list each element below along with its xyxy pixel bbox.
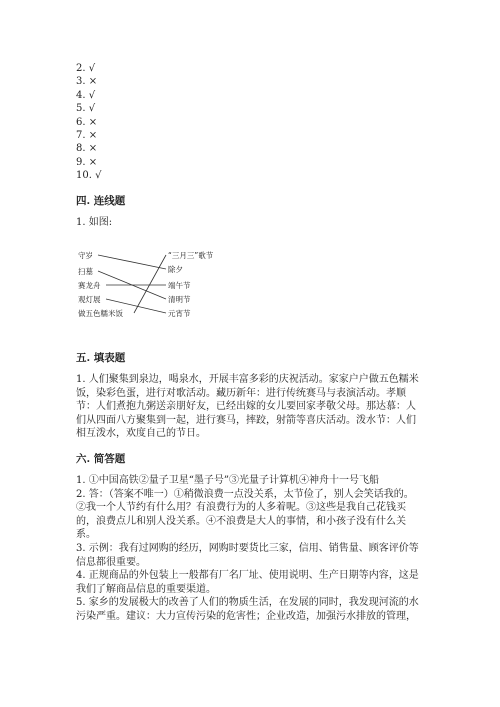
text-line: 们从四面八方聚集到一起，进行赛马，摔跤，射箭等喜庆活动。泼水节：人们 (76, 414, 416, 426)
left-term: 守岁 (78, 251, 93, 260)
text-line: 我们了解商品信息的重要渠道。 (76, 583, 216, 595)
answer-item: 7. × (76, 130, 98, 142)
right-term: 除夕 (168, 265, 183, 274)
matching-diagram (76, 244, 256, 324)
section-title-matching: 四. 连线题 (76, 195, 126, 207)
answer-item: 9. × (76, 156, 98, 168)
text-line: 4. 正规商品的外包装上一般都有厂名厂址、使用说明、生产日期等内容，这是 (76, 570, 419, 582)
text-line: 3. 示例：我有过网购的经历，网购时要货比三家，信用、销售量、顾客评价等 (76, 542, 419, 554)
text-line: 污染严重。建议：大力宣传污染的危害性；企业改造，加强污水排放的管理， (76, 610, 416, 622)
matching-item-label: 1. 如图: (76, 217, 113, 228)
left-term: 观灯展 (78, 295, 101, 304)
fill-table-answer (76, 373, 426, 441)
left-term: 做五色糯米饭 (78, 309, 123, 318)
short-answer-block (76, 474, 426, 624)
matching-line (98, 255, 166, 269)
right-term: 元宵节 (168, 309, 191, 318)
answer-item: 4. √ (76, 89, 96, 101)
answer-item: 10. √ (76, 170, 102, 182)
text-line: 2. 答：（答案不唯一）①稍微浪费一点没关系，太节俭了，别人会笑话我的。 (76, 488, 414, 500)
text-line: 系。 (76, 529, 96, 541)
text-line: 信息都很重要。 (76, 556, 146, 568)
text-line: ②我一个人节约有什么用？有浪费行为的人多着呢。③这些是我自己花钱买 (76, 502, 406, 514)
answer-item: 6. × (76, 116, 98, 128)
text-line: 饭，染彩色蛋，进行对歌活动。藏历新年：进行传统赛马与表演活动。孝顺 (76, 387, 406, 399)
answer-item: 3. × (76, 76, 98, 88)
text-line: 5. 家乡的发展极大的改善了人们的物质生活，在发展的同时，我发现河流的水 (76, 597, 419, 609)
right-term: 清明节 (168, 295, 191, 304)
text-line: 1. 人们聚集到泉边，喝泉水，开展丰富多彩的庆祝活动。家家户户做五色糯米 (76, 374, 419, 385)
left-term: 赛龙舟 (78, 281, 101, 290)
answer-item: 5. √ (76, 103, 96, 115)
section-title-short-answer: 六. 简答题 (76, 453, 126, 465)
right-term: “三月三”歌节 (168, 251, 214, 260)
section-title-fill-table: 五. 填表题 (76, 352, 126, 364)
text-line: 节：人们煮抱九粥送亲朋好友，已经出嫁的女儿要回家孝敬父母。那达慕：人 (76, 401, 416, 413)
answer-item: 2. √ (76, 63, 96, 74)
text-line: 相互泼水，欢度自己的节日。 (76, 428, 206, 440)
right-term: 端午节 (168, 281, 191, 290)
left-term: 扫墓 (78, 267, 93, 276)
text-line: 的，浪费点儿和别人没关系。④不浪费是大人的事情，和小孩子没有什么关 (76, 515, 406, 527)
true-false-answers (76, 62, 101, 183)
connecting-lines (98, 255, 166, 313)
answer-item: 8. × (76, 143, 98, 155)
text-line: 1. ①中国高铁②量子卫星“墨子号”③光量子计算机④神舟十一号飞船 (76, 475, 379, 486)
